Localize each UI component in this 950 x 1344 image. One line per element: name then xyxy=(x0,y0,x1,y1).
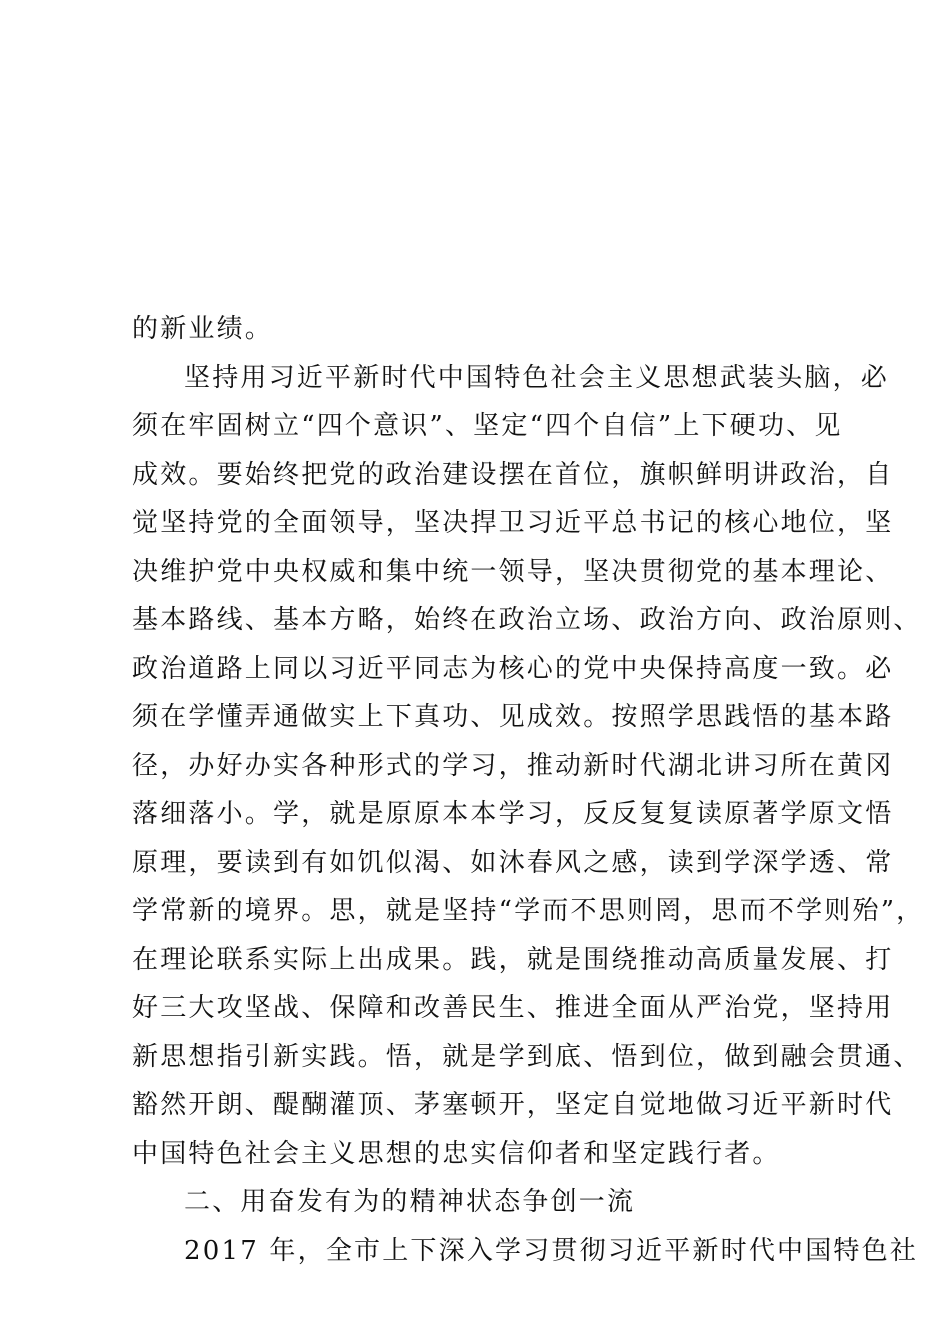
text-line: 径，办好办实各种形式的学习，推动新时代湖北讲习所在黄冈 xyxy=(132,750,894,781)
text-line: 须在牢固树立“四个意识”、坚定“四个自信”上下硬功、见 xyxy=(132,411,843,441)
text-line: 觉坚持党的全面领导，坚决捍卫习近平总书记的核心地位，坚 xyxy=(132,508,894,538)
text-line: 成效。要始终把党的政治建设摆在首位，旗帜鲜明讲政治，自 xyxy=(132,459,894,490)
text-line: 决维护党中央权威和集中统一领导，坚决贯彻党的基本理论、 xyxy=(132,556,894,587)
text-line: 在理论联系实际上出成果。践，就是围绕推动高质量发展、打 xyxy=(132,944,894,975)
text-line: 须在学懂弄通做实上下真功、见成效。按照学思践悟的基本路 xyxy=(132,702,894,732)
text-line: 原理，要读到有如饥似渴、如沐春风之感，读到学深学透、常 xyxy=(132,847,894,878)
body-text xyxy=(132,305,925,1275)
text-line: 学常新的境界。思，就是坚持“学而不思则罔，思而不学则殆”， xyxy=(132,896,925,926)
section-heading: 二、用奋发有为的精神状态争创一流 xyxy=(184,1187,636,1217)
text-line: 新思想指引新实践。悟，就是学到底、悟到位，做到融会贯通、 xyxy=(132,1041,922,1072)
text-line: 豁然开朗、醍醐灌顶、茅塞顿开，坚定自觉地做习近平新时代 xyxy=(132,1090,894,1120)
paragraph-first-line: 坚持用习近平新时代中国特色社会主义思想武装头脑，必 xyxy=(184,362,890,393)
text-line: 好三大攻坚战、保障和改善民生、推进全面从严治党，坚持用 xyxy=(132,993,894,1023)
text-line: 的新业绩。 xyxy=(132,314,274,344)
text-line: 政治道路上同以习近平同志为核心的党中央保持高度一致。必 xyxy=(132,653,894,684)
text-line: 中国特色社会主义思想的忠实信仰者和坚定践行者。 xyxy=(132,1138,781,1169)
paragraph-first-line: 2017 年，全市上下深入学习贯彻习近平新时代中国特色社 xyxy=(184,1235,919,1266)
text-line: 落细落小。学，就是原原本本学习，反反复复读原著学原文悟 xyxy=(132,799,894,829)
text-line: 基本路线、基本方略，始终在政治立场、政治方向、政治原则、 xyxy=(132,605,922,635)
